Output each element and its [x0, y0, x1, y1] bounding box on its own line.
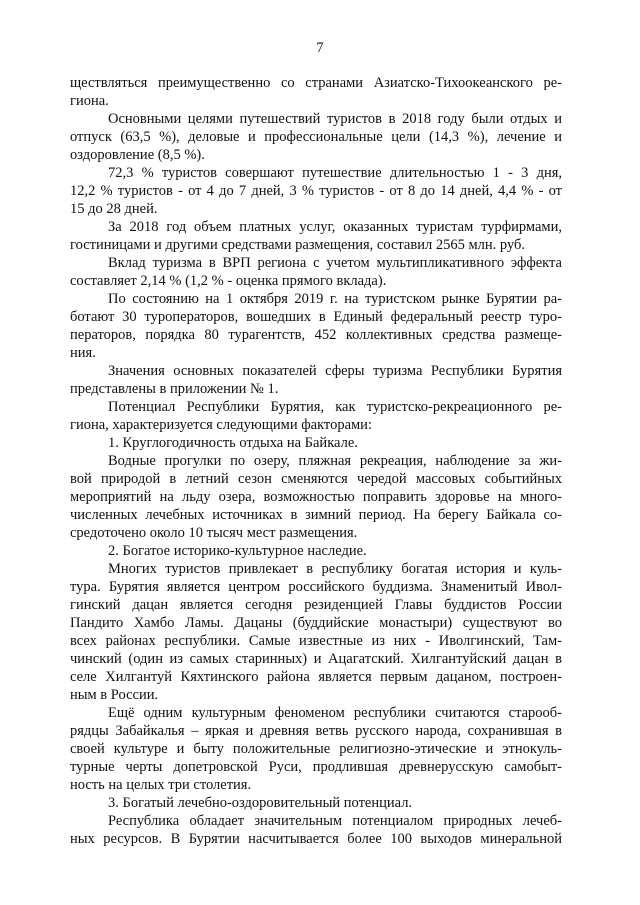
text-line: Значения основных показателей сферы туризма Республики Бурятия — [108, 363, 562, 379]
text-line: Пандито Хамбо Ламы. Дацаны (буддийские монастыри) существуют во — [70, 615, 562, 631]
body-text — [70, 74, 562, 848]
text-line: ботают 30 туроператоров, вошедших в Единый федеральный реестр туро- — [70, 309, 562, 325]
text-line: чинский (один из самых старинных) и Ацагатский. Хилгантуйский дацан в — [70, 651, 562, 667]
text-line: За 2018 год объем платных услуг, оказанных туристам турфирмами, — [108, 219, 562, 235]
text-line: средоточено около 10 тысяч мест размещения. — [70, 525, 358, 541]
text-line: рядцы Забайкалья – яркая и древняя ветвь русского народа, сохранившая в — [70, 723, 562, 739]
text-line: 3. Богатый лечебно-оздоровительный потенциал. — [108, 795, 413, 811]
text-line: 2. Богатое историко-культурное наследие. — [108, 543, 367, 559]
text-line: ных ресурсов. В Бурятии насчитывается более 100 выходов минеральной — [70, 831, 562, 847]
text-line: селе Хилгантуй Кяхтинского района является первым дацаном, построен- — [70, 669, 562, 685]
text-line: ность на целых три столетия. — [70, 777, 252, 793]
text-line: Потенциал Республики Бурятия, как туристско-рекреационного ре- — [108, 399, 562, 415]
text-line: Республика обладает значительным потенциалом природных лечеб- — [108, 813, 562, 829]
text-line: гиона. — [70, 93, 109, 109]
text-line: Многих туристов привлекает в республику богатая история и куль- — [108, 561, 562, 577]
text-line: тура. Бурятия является центром российского буддизма. Знаменитый Ивол- — [70, 579, 562, 595]
text-line: мероприятий на льду озера, возможностью поправить здоровье на много- — [70, 489, 562, 505]
text-line: 72,3 % туристов совершают путешествие длительностью 1 - 3 дня, — [108, 165, 562, 181]
text-line: 12,2 % туристов - от 4 до 7 дней, 3 % туристов - от 8 до 14 дней, 4,4 % - от — [70, 183, 562, 199]
text-line: вой природой в летний сезон сменяются чередой массовых событийных — [70, 471, 562, 487]
text-line: всех районах республики. Самые известные из них - Иволгинский, Там- — [70, 633, 562, 649]
text-line: Ещё одним культурным феноменом республики считаются старооб- — [108, 705, 562, 721]
text-line: турные черты допетровской Руси, продлившая древнерусскую самобыт- — [70, 759, 562, 775]
text-line: ния. — [70, 345, 96, 361]
text-line: ператоров, порядка 80 турагентств, 452 коллективных средства размеще- — [70, 327, 562, 343]
text-line: 15 до 28 дней. — [70, 201, 158, 217]
text-line: Основными целями путешествий туристов в 2018 году были отдых и — [108, 111, 562, 127]
text-line: 1. Круглогодичность отдыха на Байкале. — [108, 435, 358, 451]
text-line: отпуск (63,5 %), деловые и профессиональные цели (14,3 %), лечение и — [70, 129, 562, 145]
text-line: составляет 2,14 % (1,2 % - оценка прямого вклада). — [70, 273, 387, 289]
text-line: численных лечебных источниках в зимний период. На берегу Байкала со- — [70, 507, 562, 523]
text-line: Водные прогулки по озеру, пляжная рекреация, наблюдение за жи- — [108, 453, 562, 469]
text-line: гиона, характеризуется следующими факторами: — [70, 417, 372, 433]
page-number: 7 — [316, 40, 324, 56]
text-line: гинский дацан является сегодня резиденцией Главы буддистов России — [70, 597, 562, 613]
text-line: ным в России. — [70, 687, 159, 703]
text-line: своей культуре и быту положительные религиозно-этические и этнокуль- — [70, 741, 562, 757]
text-line: гостиницами и другими средствами размещения, составил 2565 млн. руб. — [70, 237, 526, 253]
text-line: По состоянию на 1 октября 2019 г. на туристском рынке Бурятии ра- — [108, 291, 562, 307]
text-line: Вклад туризма в ВРП региона с учетом мультипликативного эффекта — [108, 255, 562, 271]
text-line: представлены в приложении № 1. — [70, 381, 279, 397]
text-line: ществляться преимущественно со странами Азиатско-Тихоокеанского ре- — [70, 75, 562, 91]
text-line: оздоровление (8,5 %). — [70, 147, 205, 163]
